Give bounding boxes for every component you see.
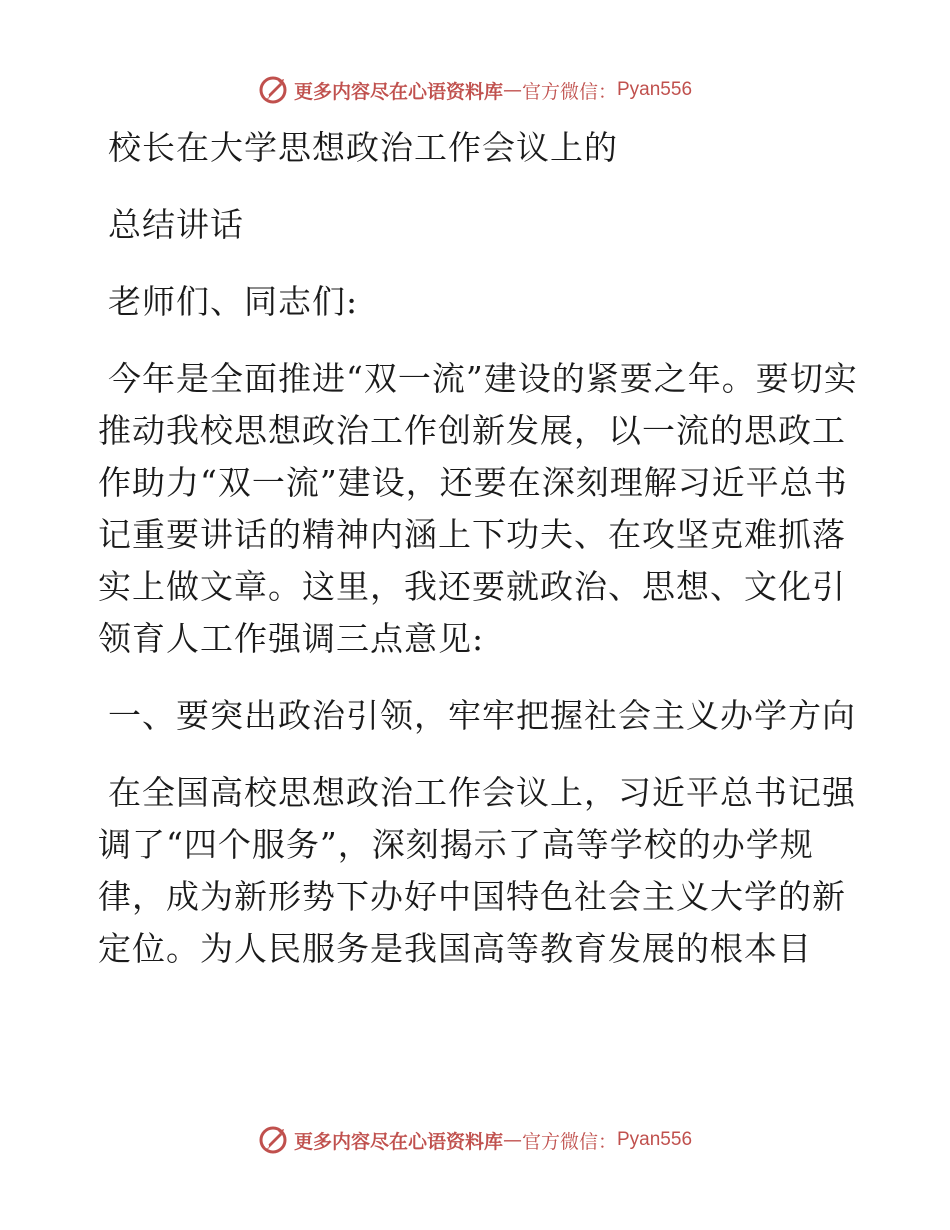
section-heading-1: 一、要突出政治引领，牢牢把握社会主义办学方向 <box>108 696 856 735</box>
watermark-separator: — <box>502 1129 522 1151</box>
watermark-wechat-id: Pyan556 <box>617 1129 693 1150</box>
paragraph-1: 今年是全面推进“双一流”建设的紧要之年。要切实推动我校思想政治工作创新发展，以一流的思政工作助力“双一流”建设，还要在深刻理解习近平总书记重要讲话的精神内涵上下功夫、在攻坚克难抓落实上做文章。这里，我还要就政治、思想、文化引领育人工作强调三点意见: <box>98 359 858 658</box>
watermark-main-text: 更多内容尽在心语资料库 <box>293 1130 503 1153</box>
watermark-separator: — <box>502 79 522 101</box>
watermark-main-text: 更多内容尽在心语资料库 <box>293 80 503 103</box>
watermark-wechat-id: Pyan556 <box>617 79 693 100</box>
quill-logo-icon <box>258 1125 288 1155</box>
document-body <box>98 122 858 975</box>
document-title-line-2: 总结讲话 <box>108 205 244 244</box>
paragraph-2: 在全国高校思想政治工作会议上，习近平总书记强调了“四个服务”，深刻揭示了高等学校的办学规律，成为新形势下办好中国特色社会主义大学的新定位。为人民服务是我国高等教育发展的根本目 <box>98 773 856 968</box>
document-title-line-1: 校长在大学思想政治工作会议上的 <box>108 128 618 167</box>
watermark-sub-text: 官方微信： <box>521 80 617 103</box>
quill-logo-icon <box>258 75 288 105</box>
header-watermark <box>0 70 950 110</box>
footer-watermark <box>0 1120 950 1160</box>
watermark-sub-text: 官方微信： <box>521 1130 617 1153</box>
salutation: 老师们、同志们: <box>108 282 359 321</box>
